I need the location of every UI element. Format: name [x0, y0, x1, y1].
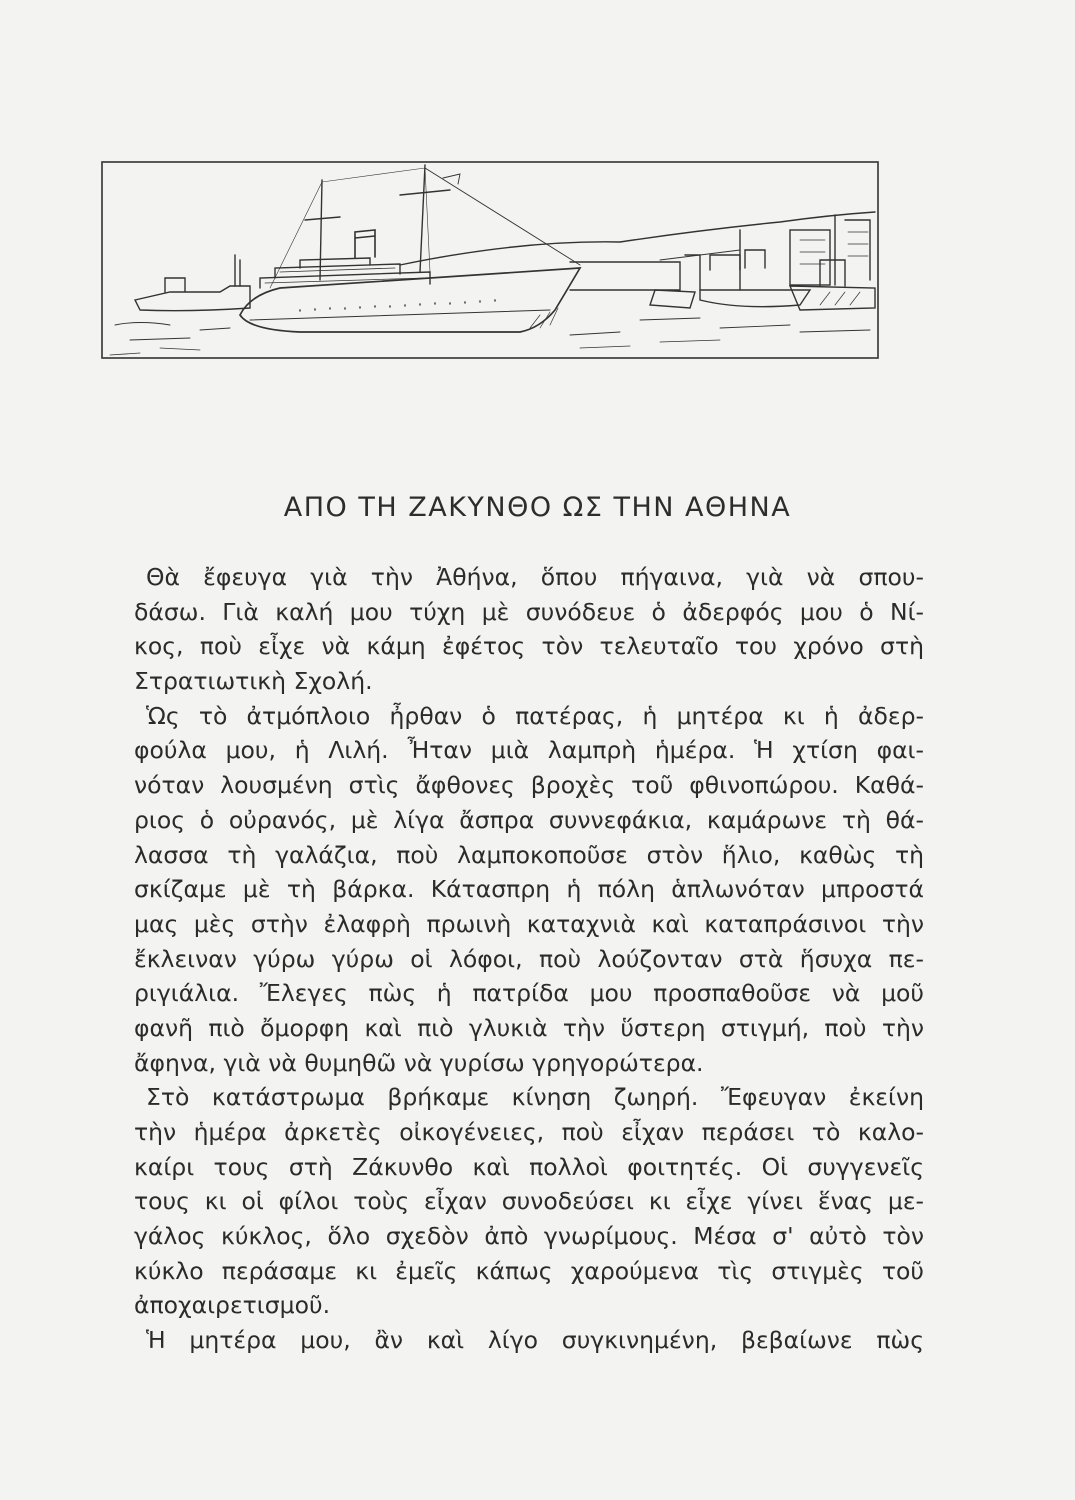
text-line: σκίζαμε μὲ τὴ βάρκα. Κάτασπρη ἡ πόλη ἁπλωνόταν μπροστά [134, 875, 924, 904]
text-line: νόταν λουσμένη στὶς ἄφθονες βροχὲς τοῦ φθινοπώρου. Καθά- [134, 771, 924, 800]
harbor-ship-illustration [100, 160, 880, 360]
text-line: τους κι οἱ φίλοι τοὺς εἶχαν συνοδεύσει κι εἶχε γίνει ἕνας με- [134, 1187, 924, 1216]
text-line: φούλα μου, ἡ Λιλή. Ἦταν μιὰ λαμπρὴ ἡμέρα. Ἡ χτίση φαι- [134, 736, 924, 765]
text-line: Ὡς τὸ ἀτμόπλοιο ἦρθαν ὁ πατέρας, ἡ μητέρα κι ἡ ἀδερ- [146, 701, 924, 730]
text-line: Στὸ κατάστρωμα βρήκαμε κίνηση ζωηρή. Ἔφευγαν ἐκείνη [146, 1083, 924, 1112]
text-line: τὴν ἡμέρα ἀρκετὲς οἰκογένειες, ποὺ εἶχαν περάσει τὸ καλο- [134, 1118, 924, 1146]
text-line: Ἡ μητέρα μου, ἂν καὶ λίγο συγκινημένη, βεβαίωνε πὼς [146, 1326, 924, 1355]
text-line: ριος ὁ οὐρανός, μὲ λίγα ἄσπρα συννεφάκια, καμάρωνε τὴ θά- [134, 805, 924, 834]
text-line: κος, ποὺ εἶχε νὰ κάμη ἐφέτος τὸν τελευταῖο του χρόνο στὴ [134, 632, 924, 661]
text-line: ἔκλειναν γύρω γύρω οἱ λόφοι, ποὺ λούζονταν στὰ ἥσυχα πε- [134, 944, 924, 973]
text-line: γάλος κύκλος, ὅλο σχεδὸν ἀπὸ γνωρίμους. Μέσα σ' αὐτὸ τὸν [134, 1222, 924, 1251]
chapter-title: ΑΠΟ ΤΗ ΖΑΚΥΝΘΟ ΩΣ ΤΗΝ ΑΘΗΝΑ [283, 492, 792, 523]
text-line: μας μὲς στὴν ἐλαφρὴ πρωινὴ καταχνιὰ καὶ καταπράσινοι τὴν [134, 909, 924, 938]
text-line: κύκλο περάσαμε κι ἐμεῖς κάπως χαρούμενα τὶς στιγμὲς τοῦ [134, 1256, 924, 1285]
text-line: ἄφηνα, γιὰ νὰ θυμηθῶ νὰ γυρίσω γρηγορώτερα. [134, 1048, 704, 1077]
body-text [134, 560, 924, 1358]
text-line: Θὰ ἔφευγα γιὰ τὴν Ἀθήνα, ὅπου πήγαινα, γιὰ νὰ σπου- [146, 563, 924, 591]
text-line: ριγιάλια. Ἔλεγες πὼς ἡ πατρίδα μου προσπαθοῦσε νὰ μοῦ [134, 979, 924, 1008]
text-line: λασσα τὴ γαλάζια, ποὺ λαμποκοποῦσε στὸν ἥλιο, καθὼς τὴ [134, 840, 924, 869]
text-line: καίρι τους στὴ Ζάκυνθο καὶ πολλοὶ φοιτητές. Οἱ συγγενεῖς [134, 1152, 924, 1181]
text-line: ἀποχαιρετισμοῦ. [134, 1291, 331, 1320]
text-line: φανῆ πιὸ ὄμορφη καὶ πιὸ γλυκιὰ τὴν ὕστερη στιγμή, ποὺ τὴν [134, 1013, 924, 1042]
text-line: Στρατιωτικὴ Σχολή. [134, 667, 373, 696]
text-line: δάσω. Γιὰ καλή μου τύχη μὲ συνόδευε ὁ ἀδερφός μου ὁ Νί- [134, 597, 924, 626]
